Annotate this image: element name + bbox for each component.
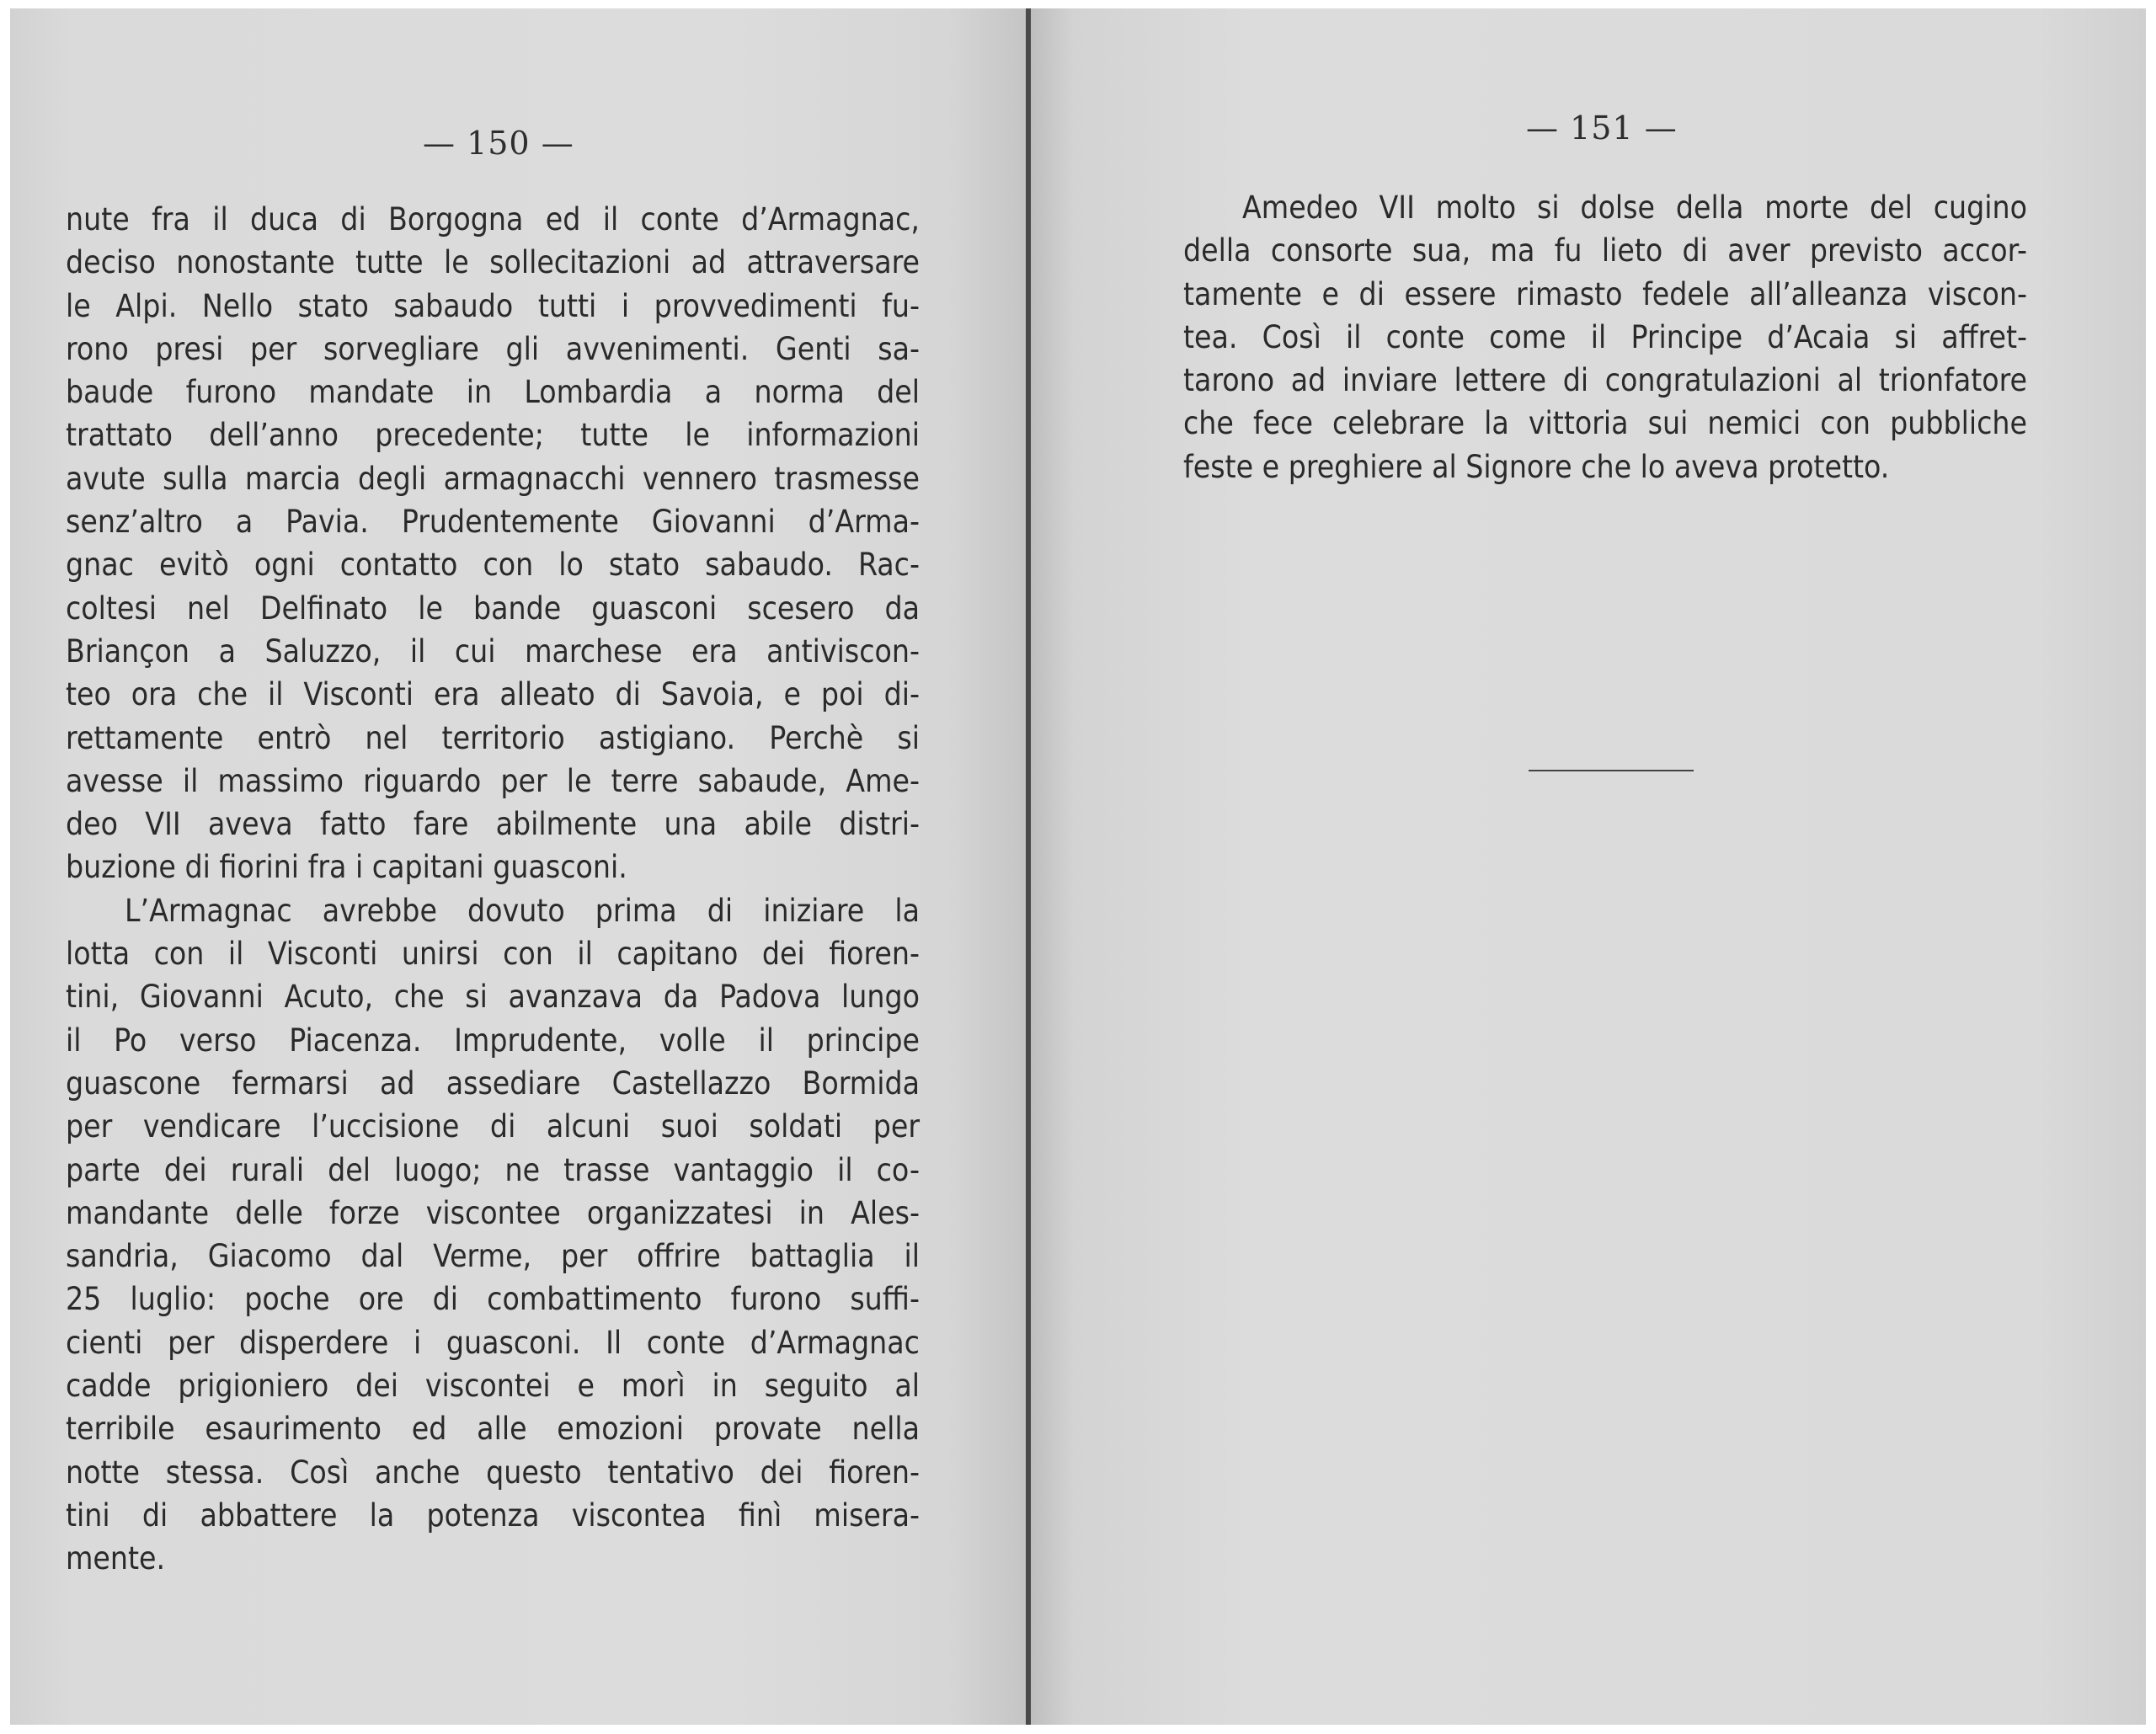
book-spine-gutter (1026, 8, 1031, 1725)
text-line: tini di abbattere la potenza viscontea finì misera- (66, 1497, 920, 1534)
text-line: le Alpi. Nello stato sabaudo tutti i provvedimenti fu- (66, 287, 920, 324)
text-line: mente. (66, 1540, 166, 1577)
text-line: Briançon a Saluzzo, il cui marchese era antiviscon- (66, 632, 920, 670)
section-end-rule (1529, 770, 1694, 771)
text-line: 25 luglio: poche ore di combattimento furono suffi- (66, 1281, 920, 1318)
text-line: guascone fermarsi ad assediare Castellazzo Bormida (66, 1064, 920, 1102)
text-line: coltesi nel Delfinato le bande guasconi scesero da (66, 590, 920, 627)
text-line: senz’altro a Pavia. Prudentemente Giovanni d’Arma- (66, 504, 920, 541)
text-line: avute sulla marcia degli armagnacchi vennero trasmesse (66, 460, 920, 497)
text-line: della consorte sua, ma fu lieto di aver previsto accor- (1183, 232, 2027, 269)
text-line: il Po verso Piacenza. Imprudente, volle il principe (66, 1022, 920, 1059)
text-line: tini, Giovanni Acuto, che si avanzava da Padova lungo (66, 979, 920, 1016)
text-line: cienti per disperdere i guasconi. Il conte d’Armagnac (66, 1324, 920, 1361)
text-line: lotta con il Visconti unirsi con il capitano dei fioren- (66, 936, 920, 973)
text-line: deo VII aveva fatto fare abilmente una abile distri- (66, 806, 920, 843)
text-line: tea. Così il conte come il Principe d’Acaia si affret- (1183, 318, 2027, 355)
text-line: buzione di fiorini fra i capitani guasconi. (66, 849, 627, 886)
text-line: notte stessa. Così anche questo tentativo dei fioren- (66, 1454, 920, 1491)
open-book (10, 8, 2146, 1725)
text-line: per vendicare l’uccisione di alcuni suoi soldati per (66, 1108, 920, 1145)
left-page-text (66, 198, 920, 1581)
text-line: feste e preghiere al Signore che lo aveva protetto. (1183, 448, 1890, 485)
text-line: gnac evitò ogni contatto con lo stato sabaudo. Rac- (66, 547, 920, 584)
text-line: deciso nonostante tutte le sollecitazioni ad attraversare (66, 244, 920, 281)
text-line: teo ora che il Visconti era alleato di Savoia, e poi di- (66, 676, 920, 713)
right-page-text (1183, 186, 2027, 488)
text-line: nute fra il duca di Borgogna ed il conte d’Armagnac, (66, 201, 920, 237)
text-line: sandria, Giacomo dal Verme, per offrire battaglia il (66, 1238, 920, 1275)
text-line: rono presi per sorvegliare gli avvenimenti. Genti sa- (66, 330, 920, 367)
text-line: trattato dell’anno precedente; tutte le informazioni (66, 417, 920, 454)
left-page (10, 8, 1029, 1725)
text-line: tarono ad inviare lettere di congratulazioni al trionfatore (1183, 362, 2027, 399)
right-page (1029, 8, 2146, 1725)
text-line: avesse il massimo riguardo per le terre sabaude, Ame- (66, 762, 920, 799)
text-line: parte dei rurali del luogo; ne trasse vantaggio il co- (66, 1151, 920, 1188)
text-line: rettamente entrò nel territorio astigiano. Perchè si (66, 719, 920, 756)
text-line: tamente e di essere rimasto fedele all’alleanza viscon- (1183, 275, 2027, 312)
page-number-150: — 150 — (423, 125, 574, 162)
text-line: Amedeo VII molto si dolse della morte del cugino (1242, 189, 2027, 226)
text-line: cadde prigioniero dei viscontei e morì in seguito al (66, 1368, 920, 1405)
page-number-151: — 151 — (1526, 109, 1678, 147)
text-line: mandante delle forze viscontee organizzatesi in Ales- (66, 1194, 920, 1231)
text-line: terribile esaurimento ed alle emozioni provate nella (66, 1411, 920, 1448)
text-line: L’Armagnac avrebbe dovuto prima di iniziare la (125, 892, 920, 929)
text-line: che fece celebrare la vittoria sui nemici con pubbliche (1183, 405, 2027, 442)
text-line: baude furono mandate in Lombardia a norma del (66, 374, 920, 411)
